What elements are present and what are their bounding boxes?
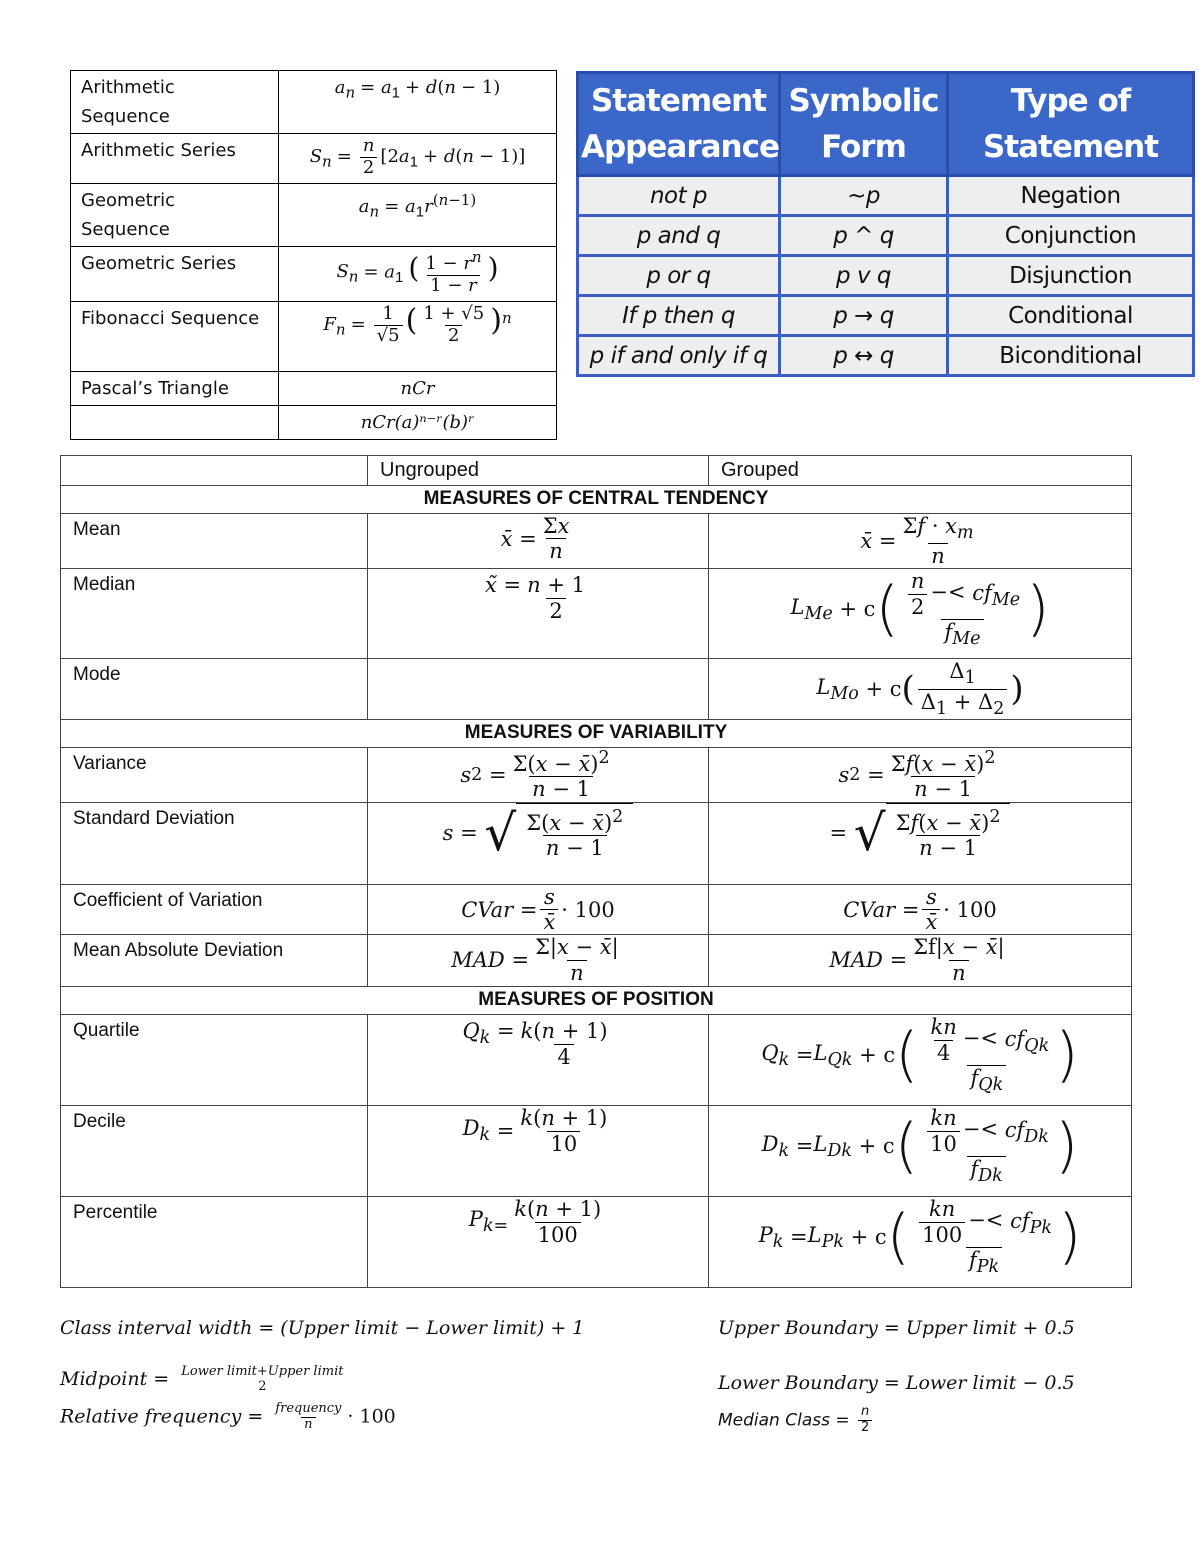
logic-symbol: p ↔ q <box>780 336 948 376</box>
row-label: Mean <box>61 514 368 569</box>
sequence-formula: $S_n$ = $\frac{n}{2}$ $[2a_1 + d(n - 1)]$ <box>279 134 557 184</box>
formula-grouped: $L_{Mo}$ + c ( $\frac{\Delta_1}{\Delta_1 + \Delta_2}$ ) <box>709 659 1132 720</box>
row-label: Quartile <box>61 1015 368 1106</box>
sequence-row <box>71 71 557 134</box>
logic-row <box>578 176 1194 216</box>
sequence-name: Geometric Series <box>71 247 279 302</box>
logic-header-row <box>578 73 1194 176</box>
sequence-formula: $a_n = a_1 + d(n - 1)$ <box>279 71 557 134</box>
logic-row <box>578 336 1194 376</box>
formula-ungrouped: $P_{k=}$ $\frac{k(n + 1)}{100}$ <box>368 1197 709 1288</box>
logic-row <box>578 216 1194 256</box>
grouped-header: Grouped <box>709 456 1132 486</box>
sequence-name: Pascal’s Triangle <box>71 372 279 406</box>
formula-ungrouped: s = √ $\frac{\Sigma(x - x̄)^2}{n - 1}$ <box>368 803 709 885</box>
median-class-formula: Median Class = $\frac{n}{2}$ <box>718 1405 875 1436</box>
formula-ungrouped: s 2 = $\frac{\Sigma(x - x̄)^2}{n - 1}$ <box>368 748 709 803</box>
section-row <box>61 720 1132 748</box>
formula-grouped: $D_k$ = $L_{Dk}$ + c ( $\frac{kn}{10}$ −< $cf_{Dk}$ $f_{Dk}$ ) <box>709 1106 1132 1197</box>
logic-header: Symbolic Form <box>780 73 948 176</box>
sequence-row <box>71 302 557 372</box>
class-interval-formula: Class interval width = (Upper limit − Lower limit) + 1 <box>60 1317 585 1339</box>
section-variability: MEASURES OF VARIABILITY <box>61 720 1132 748</box>
blank-header <box>61 456 368 486</box>
logic-row <box>578 256 1194 296</box>
logic-header: Statement Appearance <box>578 73 780 176</box>
stats-row <box>61 514 1132 569</box>
stats-row <box>61 1197 1132 1288</box>
formula-grouped: = √ $\frac{\Sigma f(x - x̄)^2}{n - 1}$ <box>709 803 1132 885</box>
sequence-formula: nCr <box>279 372 557 406</box>
logic-symbol: ~p <box>780 176 948 216</box>
sequence-name: Arithmetic Sequence <box>71 71 279 134</box>
logic-header: Type of Statement <box>948 73 1194 176</box>
sequence-formula: nCr(a)ⁿ⁻ʳ(b)ʳ <box>279 406 557 440</box>
relative-frequency-formula: Relative frequency = $\frac{\text{frequency}}{n}$ · 100 <box>60 1401 396 1432</box>
formula-grouped: $P_k$ = $L_{Pk}$ + c ( $\frac{kn}{100}$ −< $cf_{Pk}$ $f_{Pk}$ ) <box>709 1197 1132 1288</box>
row-label: Mode <box>61 659 368 720</box>
logic-symbol: p v q <box>780 256 948 296</box>
sequence-row <box>71 134 557 184</box>
logic-type: Disjunction <box>948 256 1194 296</box>
lower-boundary-formula: Lower Boundary = Lower limit − 0.5 <box>718 1372 1075 1394</box>
sequence-name: Arithmetic Series <box>71 134 279 184</box>
statistics-table <box>60 455 1132 1288</box>
row-label: Variance <box>61 748 368 803</box>
row-label: Median <box>61 569 368 659</box>
logic-table <box>576 71 1195 377</box>
stats-row <box>61 803 1132 885</box>
sequence-name: Fibonacci Sequence <box>71 302 279 372</box>
formula-grouped: x̄ = $\frac{\Sigma f \cdot x_m}{n}$ <box>709 514 1132 569</box>
sequence-row <box>71 406 557 440</box>
logic-appearance: If p then q <box>578 296 780 336</box>
formula-grouped: s 2 = $\frac{\Sigma f(x - x̄)^2}{n - 1}$ <box>709 748 1132 803</box>
stats-row <box>61 1106 1132 1197</box>
formula-grouped: CVar = $\frac{s}{x̄}$ · 100 <box>709 885 1132 935</box>
row-label: Decile <box>61 1106 368 1197</box>
row-label: Coefficient of Variation <box>61 885 368 935</box>
sequence-formula: $S_n = a_1$ ( $\frac{1 - r^n}{1 - r}$ ) <box>279 247 557 302</box>
logic-type: Conditional <box>948 296 1194 336</box>
section-row <box>61 486 1132 514</box>
row-label: Percentile <box>61 1197 368 1288</box>
formula-ungrouped: $Q_k$ = $\frac{k(n + 1)}{4}$ <box>368 1015 709 1106</box>
stats-row <box>61 748 1132 803</box>
upper-boundary-formula: Upper Boundary = Upper limit + 0.5 <box>718 1317 1075 1339</box>
section-position: MEASURES OF POSITION <box>61 987 1132 1015</box>
formula-grouped: MAD = $\frac{\Sigma f|x - x̄|}{n}$ <box>709 935 1132 987</box>
row-label: Mean Absolute Deviation <box>61 935 368 987</box>
stats-row <box>61 569 1132 659</box>
formula-ungrouped: x̃ = $\frac{n + 1}{2}$ <box>368 569 709 659</box>
formula-ungrouped <box>368 659 709 720</box>
sequence-row <box>71 372 557 406</box>
sequence-formula: $a_n = a_1r^{(n-1)}$ <box>279 184 557 247</box>
logic-appearance: not p <box>578 176 780 216</box>
sequence-name <box>71 406 279 440</box>
logic-appearance: p if and only if q <box>578 336 780 376</box>
section-central-tendency: MEASURES OF CENTRAL TENDENCY <box>61 486 1132 514</box>
midpoint-formula: Midpoint = Lower limit+Upper limit 2 <box>60 1364 344 1394</box>
sequence-row <box>71 247 557 302</box>
stats-row <box>61 885 1132 935</box>
formula-grouped: $Q_k$ = $L_{Qk}$ + c ( $\frac{kn}{4}$ −< $cf_{Qk}$ $f_{Qk}$ ) <box>709 1015 1132 1106</box>
logic-symbol: p ^ q <box>780 216 948 256</box>
row-label: Standard Deviation <box>61 803 368 885</box>
formula-grouped: $L_{Me}$ + c ( $\frac{n}{2}$ −< $cf_{Me}$ $f_{Me}$ ) <box>709 569 1132 659</box>
stats-row <box>61 935 1132 987</box>
section-row <box>61 987 1132 1015</box>
formula-ungrouped: MAD = $\frac{\Sigma|x - x̄|}{n}$ <box>368 935 709 987</box>
stats-header-row <box>61 456 1132 486</box>
logic-type: Conjunction <box>948 216 1194 256</box>
formula-ungrouped: x̄ = $\frac{\Sigma x}{n}$ <box>368 514 709 569</box>
formula-ungrouped: $D_k$ = $\frac{k(n + 1)}{10}$ <box>368 1106 709 1197</box>
logic-appearance: p or q <box>578 256 780 296</box>
stats-row <box>61 659 1132 720</box>
logic-appearance: p and q <box>578 216 780 256</box>
sequence-formula: $F_n$ = $\frac{1}{√5}$ ( $\frac{1 + √5}{2}$ )$^n$ <box>279 302 557 372</box>
sequence-row <box>71 184 557 247</box>
logic-type: Negation <box>948 176 1194 216</box>
sequences-table <box>70 70 557 440</box>
logic-type: Biconditional <box>948 336 1194 376</box>
logic-symbol: p → q <box>780 296 948 336</box>
logic-row <box>578 296 1194 336</box>
ungrouped-header: Ungrouped <box>368 456 709 486</box>
sequence-name: Geometric Sequence <box>71 184 279 247</box>
formula-ungrouped: CVar = $\frac{s}{x̄}$ · 100 <box>368 885 709 935</box>
stats-row <box>61 1015 1132 1106</box>
